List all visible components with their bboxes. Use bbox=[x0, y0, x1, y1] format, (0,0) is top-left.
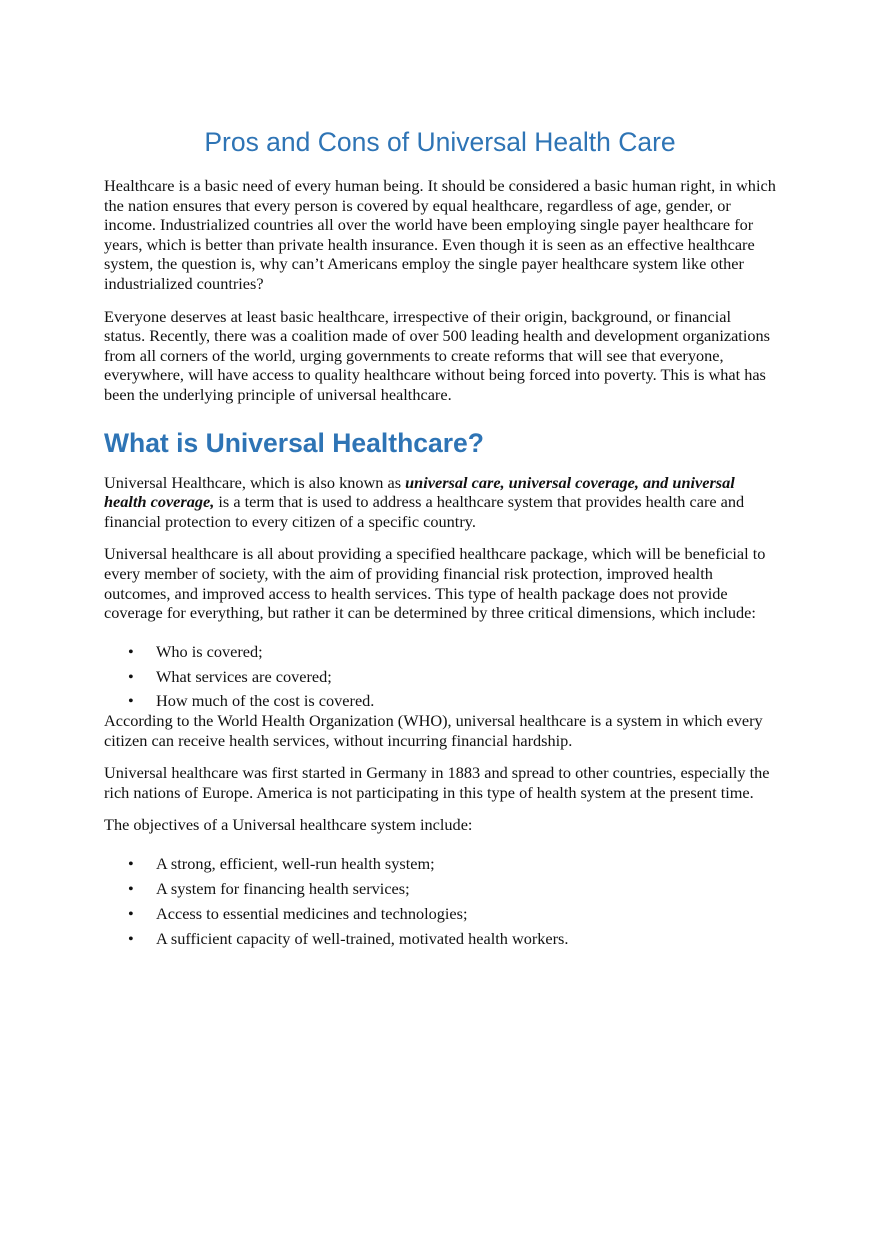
who-paragraph: According to the World Health Organization (WHO), universal healthcare is a system in which every citizen can receive health services, without incurring financial hardship. bbox=[104, 711, 763, 750]
bullet-icon: • bbox=[128, 878, 134, 898]
list-item bbox=[104, 642, 776, 662]
list-item-text: A strong, efficient, well-run health system; bbox=[156, 854, 435, 874]
definition-lead: Universal Healthcare, which is also known as bbox=[104, 472, 406, 492]
package-paragraph: Universal healthcare is all about providing a specified healthcare package, which will be beneficial to every member of society, with the aim of providing financial risk protection, improved health outcomes, and improved access to health services. This type of health package does not provide coverage for everything, but rather it can be determined by three critical dimensions, which include: bbox=[104, 544, 766, 623]
list-item-text: What services are covered; bbox=[156, 666, 332, 686]
list-item-text: Access to essential medicines and technologies; bbox=[156, 903, 468, 923]
bullet-icon: • bbox=[128, 928, 134, 948]
list-item bbox=[104, 929, 776, 949]
list-item bbox=[104, 667, 776, 687]
list-item-text: A sufficient capacity of well-trained, motivated health workers. bbox=[156, 928, 569, 948]
section-heading: What is Universal Healthcare? bbox=[104, 427, 484, 458]
definition-terms: universal care, universal coverage, and universal health coverage, bbox=[104, 472, 735, 512]
bullet-icon: • bbox=[128, 666, 134, 686]
intro-paragraph-2: Everyone deserves at least basic healthcare, irrespective of their origin, background, or financial status. Recently, there was a coalition made of over 500 leading health and development organizations from all corners of the world, urging governments to create reforms that will see that everyone, everywhere, will have access to quality healthcare without being forced into poverty. This is what has been the underlying principle of universal healthcare. bbox=[104, 306, 770, 404]
list-item bbox=[104, 879, 776, 899]
list-item bbox=[104, 854, 776, 874]
intro-paragraph-1: Healthcare is a basic need of every human being. It should be considered a basic human right, in which the nation ensures that every person is covered by equal healthcare, regardless of age, gender, or income. Industrialized countries all over the world have been employing single payer healthcare for years, which is better than private health insurance. Even though it is seen as an effective healthcare system, the question is, why can’t Americans employ the single payer healthcare system like other industrialized countries? bbox=[104, 176, 776, 293]
document-page bbox=[104, 126, 776, 954]
list-item-text: A system for financing health services; bbox=[156, 878, 410, 898]
definition-tail: is a term that is used to address a healthcare system that provides health care and financial protection to every citizen of a specific country. bbox=[104, 492, 745, 531]
history-paragraph: Universal healthcare was first started in Germany in 1883 and spread to other countries, especially the rich nations of Europe. America is not participating in this type of health system at the present time. bbox=[104, 763, 770, 802]
definition-paragraph bbox=[104, 473, 776, 532]
list-item-text: How much of the cost is covered. bbox=[156, 691, 375, 711]
bullet-icon: • bbox=[128, 691, 134, 711]
list-item bbox=[104, 904, 776, 924]
bullet-icon: • bbox=[128, 641, 134, 661]
document-title: Pros and Cons of Universal Health Care bbox=[204, 127, 676, 157]
objectives-list bbox=[104, 854, 776, 948]
list-item-text: Who is covered; bbox=[156, 641, 263, 661]
objectives-intro: The objectives of a Universal healthcare system include: bbox=[104, 815, 473, 835]
list-item bbox=[104, 691, 776, 711]
bullet-icon: • bbox=[128, 903, 134, 923]
dimensions-list bbox=[104, 642, 776, 711]
bullet-icon: • bbox=[128, 854, 134, 874]
